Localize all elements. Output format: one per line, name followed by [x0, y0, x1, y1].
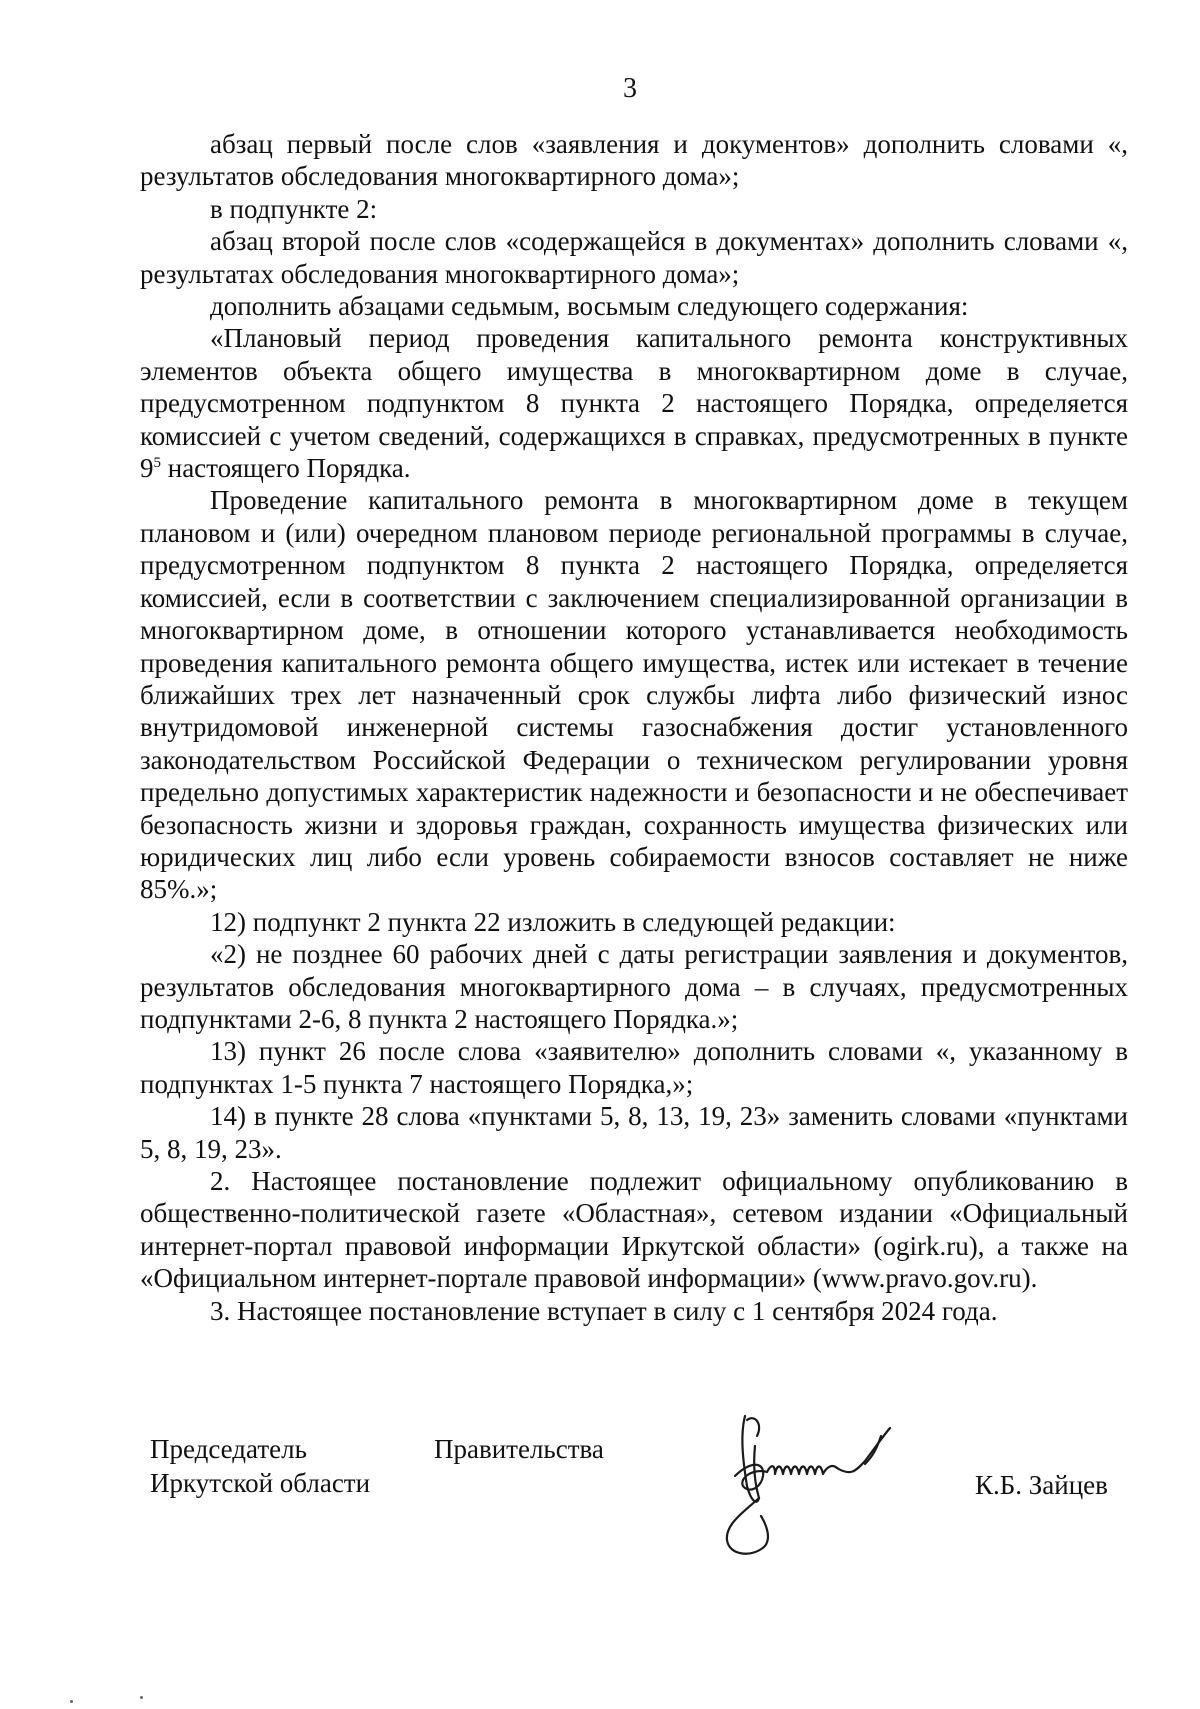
document-body: [140, 128, 1128, 1327]
page-number: 3: [623, 73, 637, 104]
signer-title-line1: Председатель: [150, 1434, 307, 1464]
paragraph-tail: настоящего Порядка.: [161, 453, 411, 484]
paragraph: Проведение капитального ремонта в многоквартирном доме в текущем плановом и (или) очередном плановом периоде региональной программы в случае, предусмотренном подпунктом 8 пункта 2 настоящего Порядка, определяется комиссией, если в соответствии с заключением специализированной организации в многоквартирном доме, в отношении которого устанавливается необходимость проведения капитального ремонта общего имущества, истек или истекает в течение ближайших трех лет назначенный срок службы лифта либо физический износ внутридомовой инженерной системы газоснабжения достиг установленного законодательством Российской Федерации о техническом регулировании уровня предельно допустимых характеристик надежности и безопасности и не обеспечивает безопасность жизни и здоровья граждан, сохранность имущества физических или юридических лиц либо если уровень собираемости взносов составляет не ниже 85%.»;: [140, 485, 1128, 905]
signature-block: [150, 1432, 1130, 1632]
paragraph: 14) в пункте 28 слова «пунктами 5, 8, 13, 19, 23» заменить словами «пунктами 5, 8, 19, 23».: [140, 1101, 1128, 1164]
signer-title: [150, 1432, 370, 1500]
paragraph: абзац первый после слов «заявления и документов» дополнить словами «, результатов обследования многоквартирного дома»;: [140, 129, 1128, 192]
paragraph: абзац второй после слов «содержащейся в документах» дополнить словами «, результатах обследования многоквартирного дома»;: [140, 226, 1128, 289]
paragraph: дополнить абзацами седьмым, восьмым следующего содержания:: [210, 291, 969, 322]
scan-artifact: [140, 1696, 143, 1699]
signer-name: К.Б. Зайцев: [975, 1470, 1108, 1500]
handwritten-signature: [705, 1406, 935, 1566]
signer-title-line2: Иркутской области: [150, 1468, 371, 1498]
paragraph: в подпункте 2:: [210, 193, 378, 224]
paragraph: 13) пункт 26 после слова «заявителю» дополнить словами «, указанному в подпунктах 1-5 пункта 7 настоящего Порядка,»;: [140, 1036, 1128, 1099]
scan-artifact: [70, 1700, 73, 1703]
paragraph: 2. Настоящее постановление подлежит официальному опубликованию в общественно-политической газете «Областная», сетевом издании «Официальный интернет-портал правовой информации Иркутской области» (ogirk.ru), а также на «Официальном интернет-портале правовой информации» (www.pravo.gov.ru).: [140, 1166, 1128, 1294]
paragraph: 3. Настоящее постановление вступает в силу с 1 сентября 2024 года.: [210, 1295, 998, 1326]
paragraph: «2) не позднее 60 рабочих дней с даты регистрации заявления и документов, результатов обследования многоквартирного дома – в случаях, предусмотренных подпунктами 2-6, 8 пункта 2 настоящего Порядка.»;: [140, 939, 1128, 1034]
signer-title-mid: Правительства: [434, 1434, 604, 1464]
superscript: 5: [153, 455, 161, 472]
paragraph: 12) подпункт 2 пункта 22 изложить в следующей редакции:: [210, 906, 896, 937]
paragraph-with-superscript: [140, 322, 1128, 484]
paragraph-text: «Плановый период проведения капитального ремонта конструктивных элементов объекта общего имущества в многоквартирном доме в случае, предусмотренном подпунктом 8 пункта 2 настоящего Порядка, определяется комиссией с учетом сведений, содержащихся в справках, предусмотренных в пункте 9: [140, 323, 1128, 484]
